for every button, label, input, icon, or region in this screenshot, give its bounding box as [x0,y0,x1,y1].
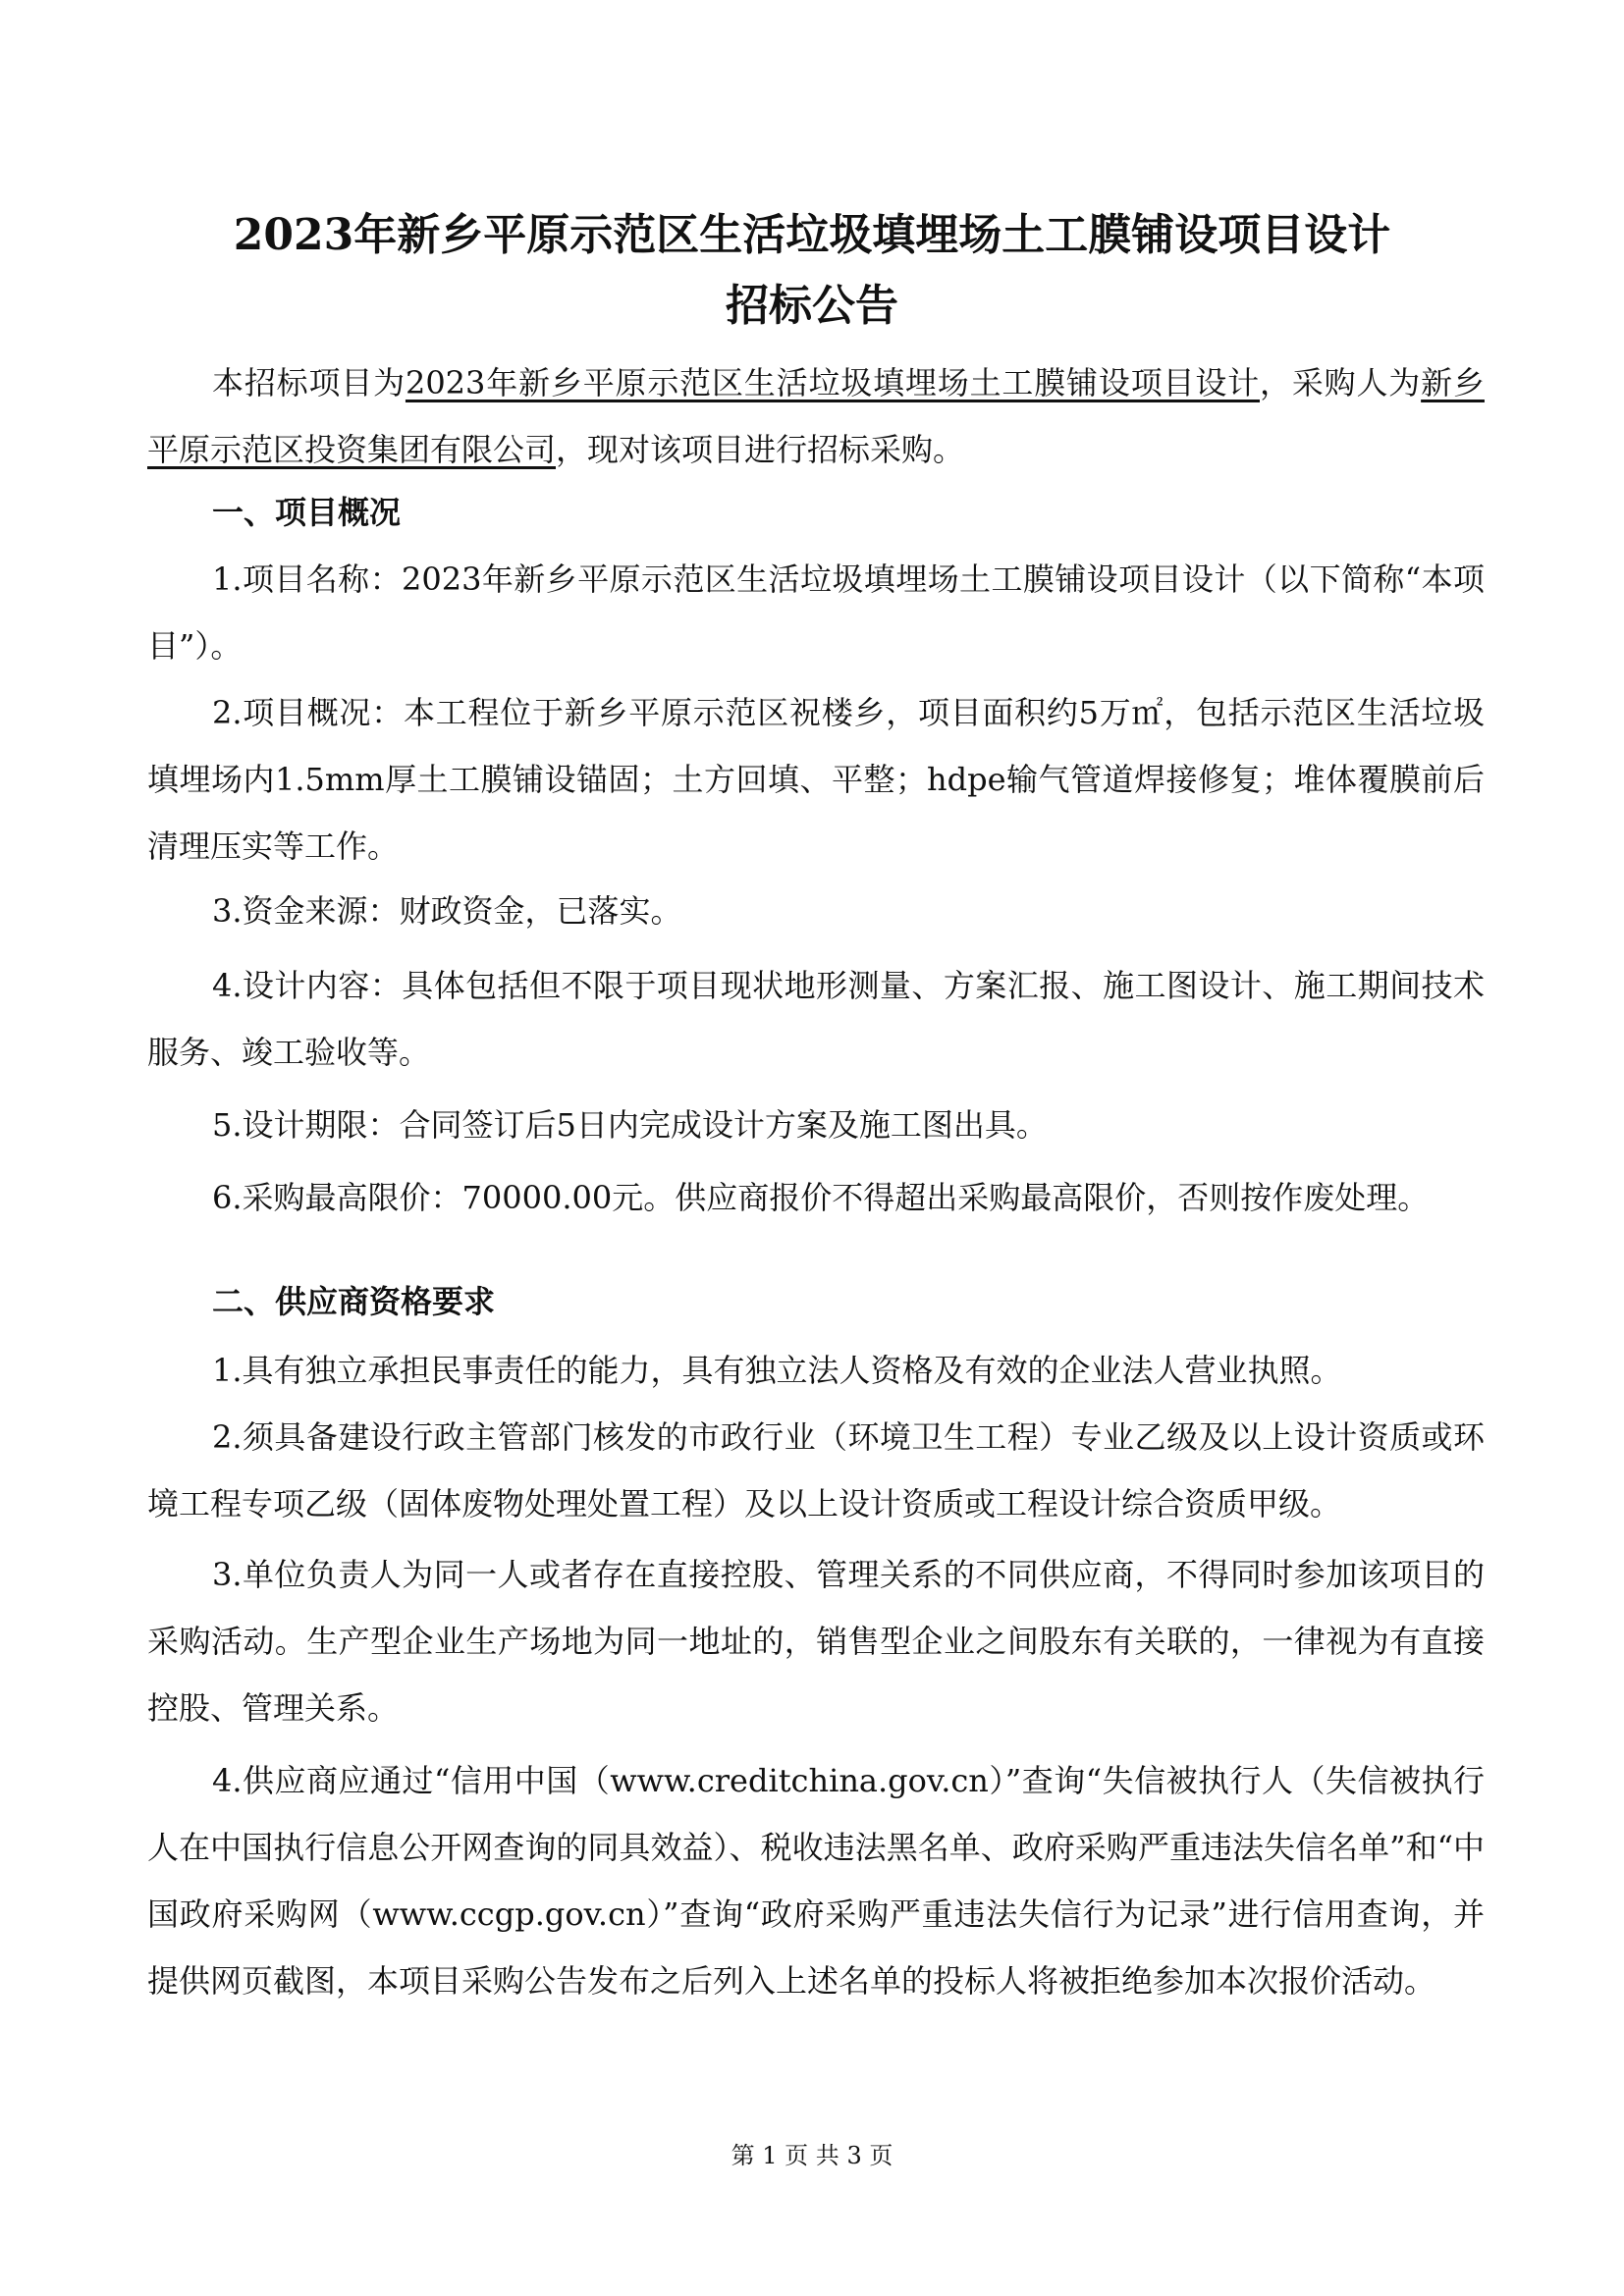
section2-item-3: 3.单位负责人为同一人或者存在直接控股、管理关系的不同供应商，不得同时参加该项目的采购活动。生产型企业生产场地为同一地址的，销售型企业之间股东有关联的，一律视为有直接控股、管理关系。 [147,1556,1485,1727]
section1-item-4: 4.设计内容：具体包括但不限于项目现状地形测量、方案汇报、施工图设计、施工期间技术服务、竣工验收等。 [147,967,1485,1071]
section1-item-5: 5.设计期限：合同签订后5日内完成设计方案及施工图出具。 [212,1106,1048,1144]
section2-item-2: 2.须具备建设行政主管部门核发的市政行业（环境卫生工程）专业乙级及以上设计资质或环境工程专项乙级（固体废物处理处置工程）及以上设计资质或工程设计综合资质甲级。 [147,1418,1485,1522]
intro-paragraph [147,349,1485,483]
document-title: 2023年新乡平原示范区生活垃圾填埋场土工膜铺设项目设计 [233,210,1391,260]
section1-item-2: 2.项目概况：本工程位于新乡平原示范区祝楼乡，项目面积约5万㎡，包括示范区生活垃圾填埋场内1.5mm厚土工膜铺设锚固；土方回填、平整；hdpe输气管道焊接修复；堆体覆膜前后清理压实等工作。 [147,694,1485,865]
page-number-footer: 第 1 页 共 3 页 [731,2142,893,2169]
document-subtitle: 招标公告 [726,281,898,331]
intro-suffix: ，现对该项目进行招标采购。 [556,431,965,468]
section1-item-3: 3.资金来源：财政资金，已落实。 [212,892,682,930]
intro-middle: ，采购人为 [1260,364,1422,401]
section-heading-supplier-qualifications: 二、供应商资格要求 [212,1283,496,1320]
intro-prefix: 本招标项目为 [212,364,406,401]
section-heading-project-overview: 一、项目概况 [212,494,402,531]
section1-item-6: 6.采购最高限价：70000.00元。供应商报价不得超出采购最高限价，否则按作废处理。 [212,1179,1430,1216]
section2-item-4: 4.供应商应通过“信用中国（www.creditchina.gov.cn）”查询“失信被执行人（失信被执行人在中国执行信息公开网查询的同具效益）、税收违法黑名单、政府采购严重违法失信名单”和“中国政府采购网（www.ccgp.gov.cn）”查询“政府采购严重违法失信行为记录”进行信用查询，并提供网页截图，本项目采购公告发布之后列入上述名单的投标人将被拒绝参加本次报价活动。 [147,1762,1485,2000]
intro-project-name: 2023年新乡平原示范区生活垃圾填埋场土工膜铺设项目设计 [405,364,1260,401]
section2-item-1: 1.具有独立承担民事责任的能力，具有独立法人资格及有效的企业法人营业执照。 [212,1352,1342,1389]
section1-item-1: 1.项目名称：2023年新乡平原示范区生活垃圾填埋场土工膜铺设项目设计（以下简称“本项目”）。 [147,561,1485,665]
intro-purchaser: 新乡平原示范区投资集团有限公司 [147,364,1485,468]
